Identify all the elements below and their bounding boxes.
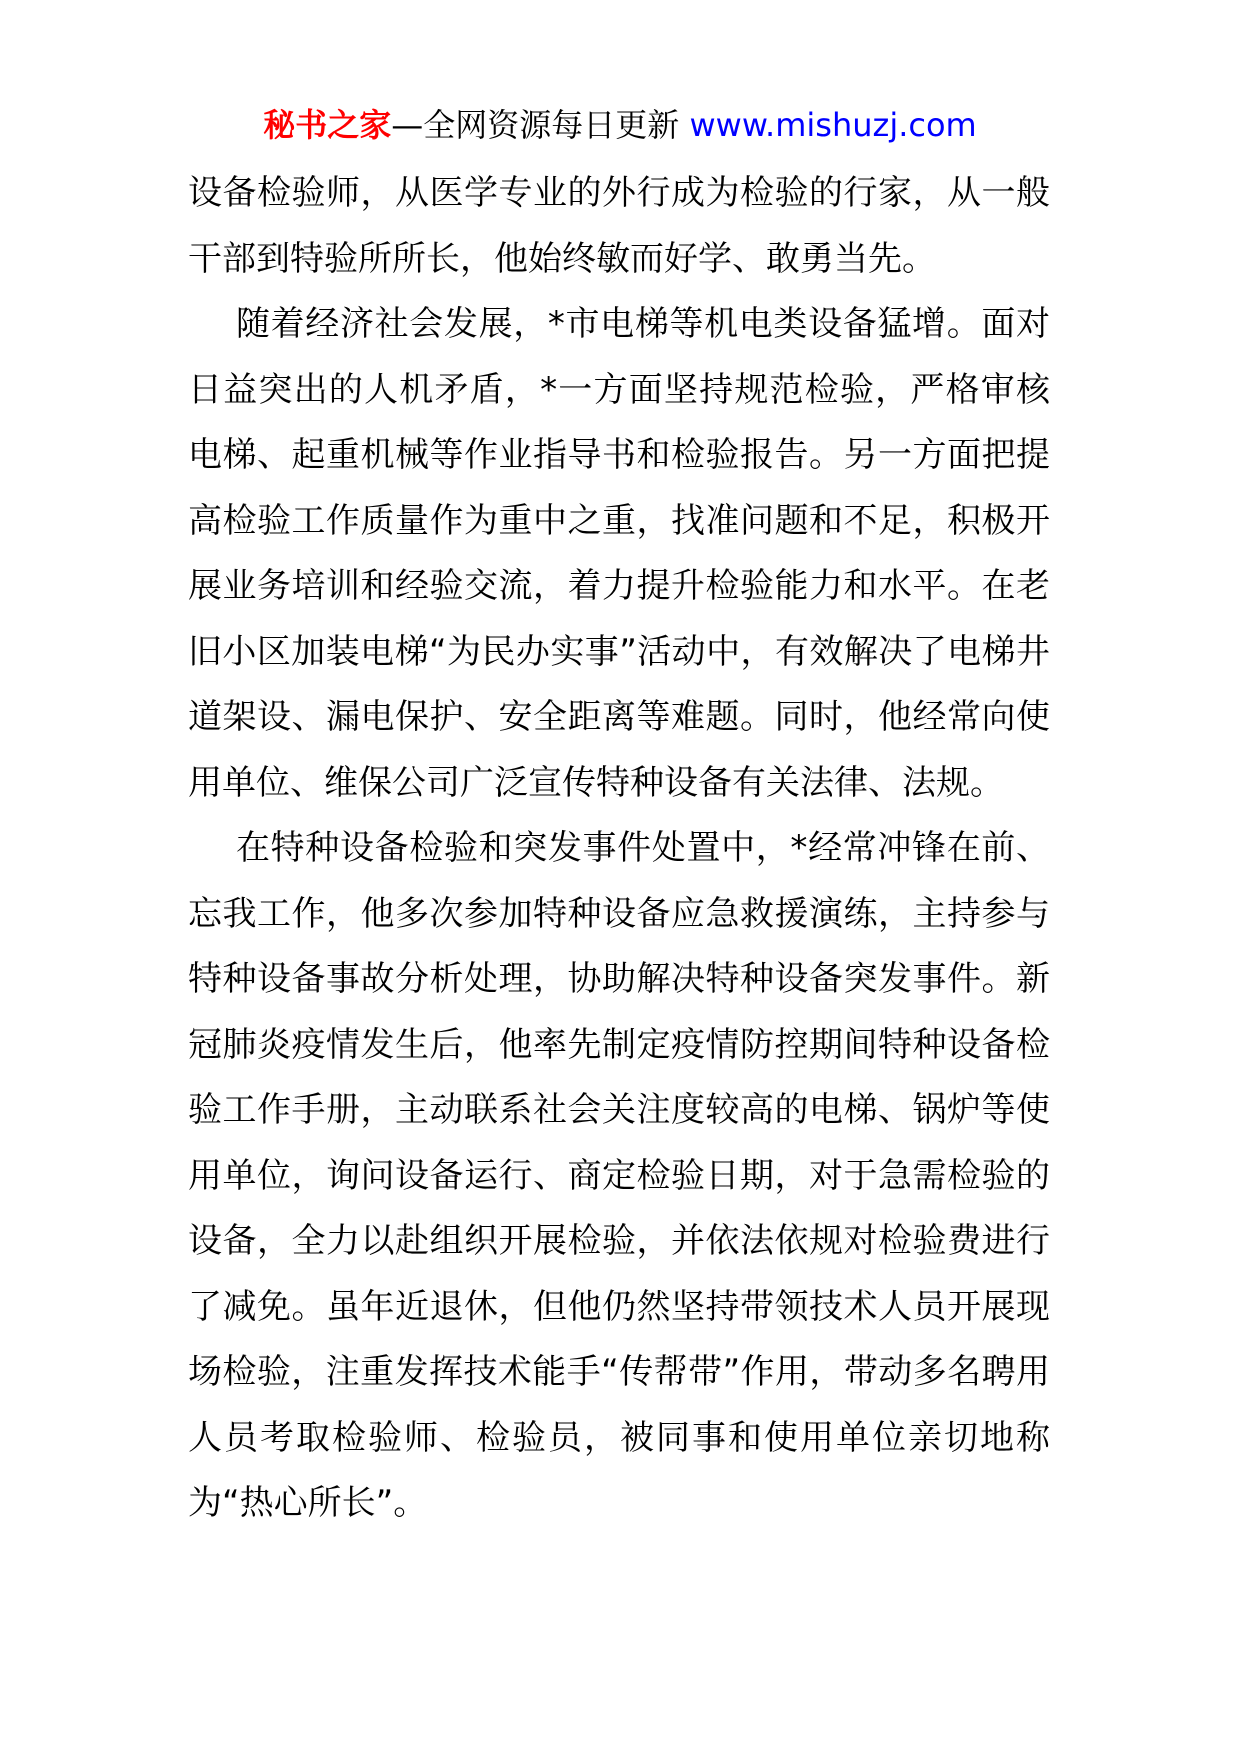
site-header — [0, 103, 1240, 147]
header-slogan: —全网资源每日更新 — [391, 106, 680, 144]
site-url-link[interactable]: www.mishuzj.com — [689, 106, 977, 144]
paragraph-continued: 设备检验师，从医学专业的外行成为检验的行家，从一般干部到特验所所长，他始终敏而好学、敢勇当先。 — [188, 173, 1050, 279]
brand-name: 秘书之家 — [263, 106, 392, 144]
document-body — [188, 161, 1050, 1537]
paragraph-emergency-response: 在特种设备检验和突发事件处置中，*经常冲锋在前、忘我工作，他多次参加特种设备应急救援演练，主持参与特种设备事故分析处理，协助解决特种设备突发事件。新冠肺炎疫情发生后，他率先制定疫情防控期间特种设备检验工作手册，主动联系社会关注度较高的电梯、锅炉等使用单位，询问设备运行、商定检验日期，对于急需检验的设备，全力以赴组织开展检验，并依法依规对检验费进行了减免。虽年近退休，但他仍然坚持带领技术人员开展现场检验，注重发挥技术能手“传帮带”作用，带动多名聘用人员考取检验师、检验员，被同事和使用单位亲切地称为“热心所长”。 — [188, 828, 1050, 1523]
paragraph-elevator-inspection: 随着经济社会发展，*市电梯等机电类设备猛增。面对日益突出的人机矛盾，*一方面坚持规范检验，严格审核电梯、起重机械等作业指导书和检验报告。另一方面把提高检验工作质量作为重中之重，找准问题和不足，积极开展业务培训和经验交流，着力提升检验能力和水平。在老旧小区加装电梯“为民办实事”活动中，有效解决了电梯井道架设、漏电保护、安全距离等难题。同时，他经常向使用单位、维保公司广泛宣传特种设备有关法律、法规。 — [188, 304, 1050, 803]
